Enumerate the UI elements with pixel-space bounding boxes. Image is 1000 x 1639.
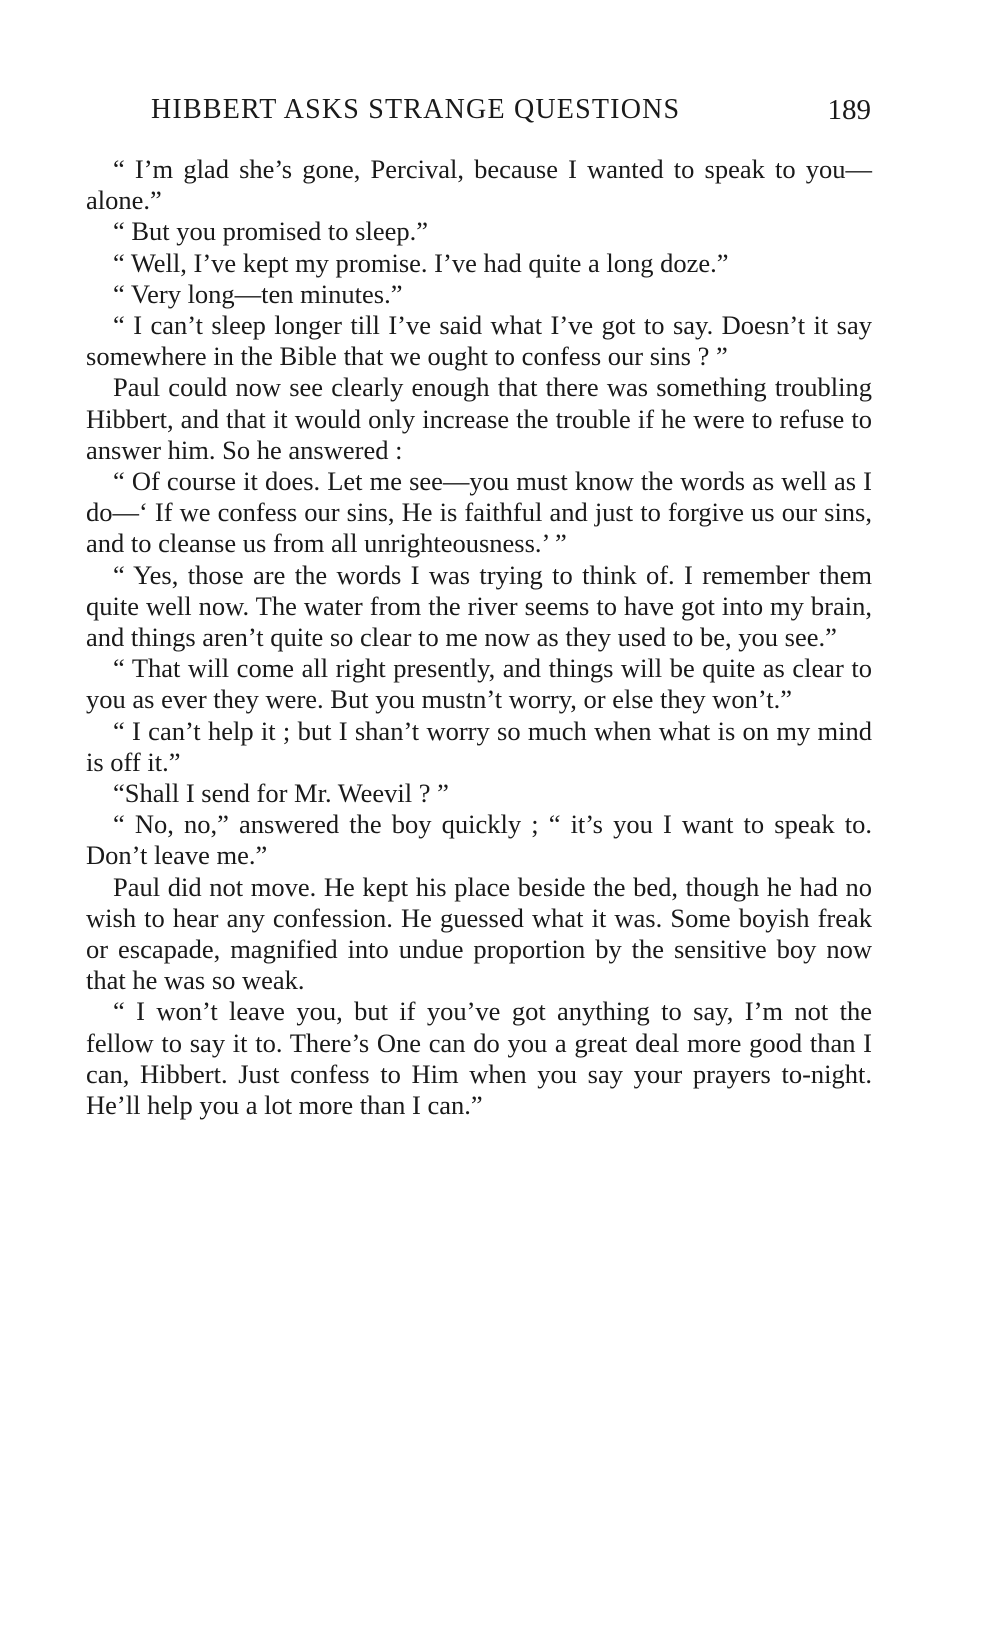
paragraph: “ But you promised to sleep.” — [113, 216, 428, 247]
paragraph: “ I won’t leave you, but if you’ve got anything to say, I’m not the fellow to say it to. There’s One can do you a great deal more good than I can, Hibbert. Just confess to Him when you say your prayers to-night. He’ll help you a lot more than I can.” — [86, 996, 872, 1121]
paragraph: “ Well, I’ve kept my promise. I’ve had quite a long doze.” — [113, 247, 729, 278]
page-header — [151, 90, 871, 130]
paragraph: “ Of course it does. Let me see—you must know the words as well as I do—‘ If we confess our sins, He is faithful and just to forgive us our sins, and to cleanse us from all unrighteousness.’ ” — [86, 466, 872, 559]
paragraph: Paul could now see clearly enough that there was something troubling Hibbert, and that it would only increase the trouble if he were to refuse to answer him. So he answered : — [86, 372, 872, 465]
paragraph: Paul did not move. He kept his place beside the bed, though he had no wish to hear any confession. He guessed what it was. Some boyish freak or escapade, magnified into undue proportion by the sensitive boy now that he was so weak. — [86, 871, 872, 996]
paragraph: “ I can’t sleep longer till I’ve said what I’ve got to say. Doesn’t it say somewhere in the Bible that we ought to confess our sins ? ” — [86, 310, 872, 372]
page-number: 189 — [827, 94, 871, 126]
running-title: HIBBERT ASKS STRANGE QUESTIONS — [151, 94, 681, 125]
paragraph: “ That will come all right presently, and things will be quite as clear to you as ever they were. But you mustn’t worry, or else they won’t.” — [86, 653, 872, 715]
paragraph: “ No, no,” answered the boy quickly ; “ it’s you I want to speak to. Don’t leave me.” — [86, 809, 872, 871]
paragraph: “ Very long—ten minutes.” — [113, 278, 403, 309]
paragraph: “Shall I send for Mr. Weevil ? ” — [113, 778, 449, 809]
paragraph: “ I can’t help it ; but I shan’t worry so much when what is on my mind is off it.” — [86, 715, 872, 777]
paragraph: “ I’m glad she’s gone, Percival, because I wanted to speak to you—alone.” — [86, 154, 872, 216]
paragraph: “ Yes, those are the words I was trying to think of. I remember them quite well now. The water from the river seems to have got into my brain, and things aren’t quite so clear to me now as they used to be, you see.” — [86, 559, 872, 653]
body-text — [86, 154, 872, 1121]
